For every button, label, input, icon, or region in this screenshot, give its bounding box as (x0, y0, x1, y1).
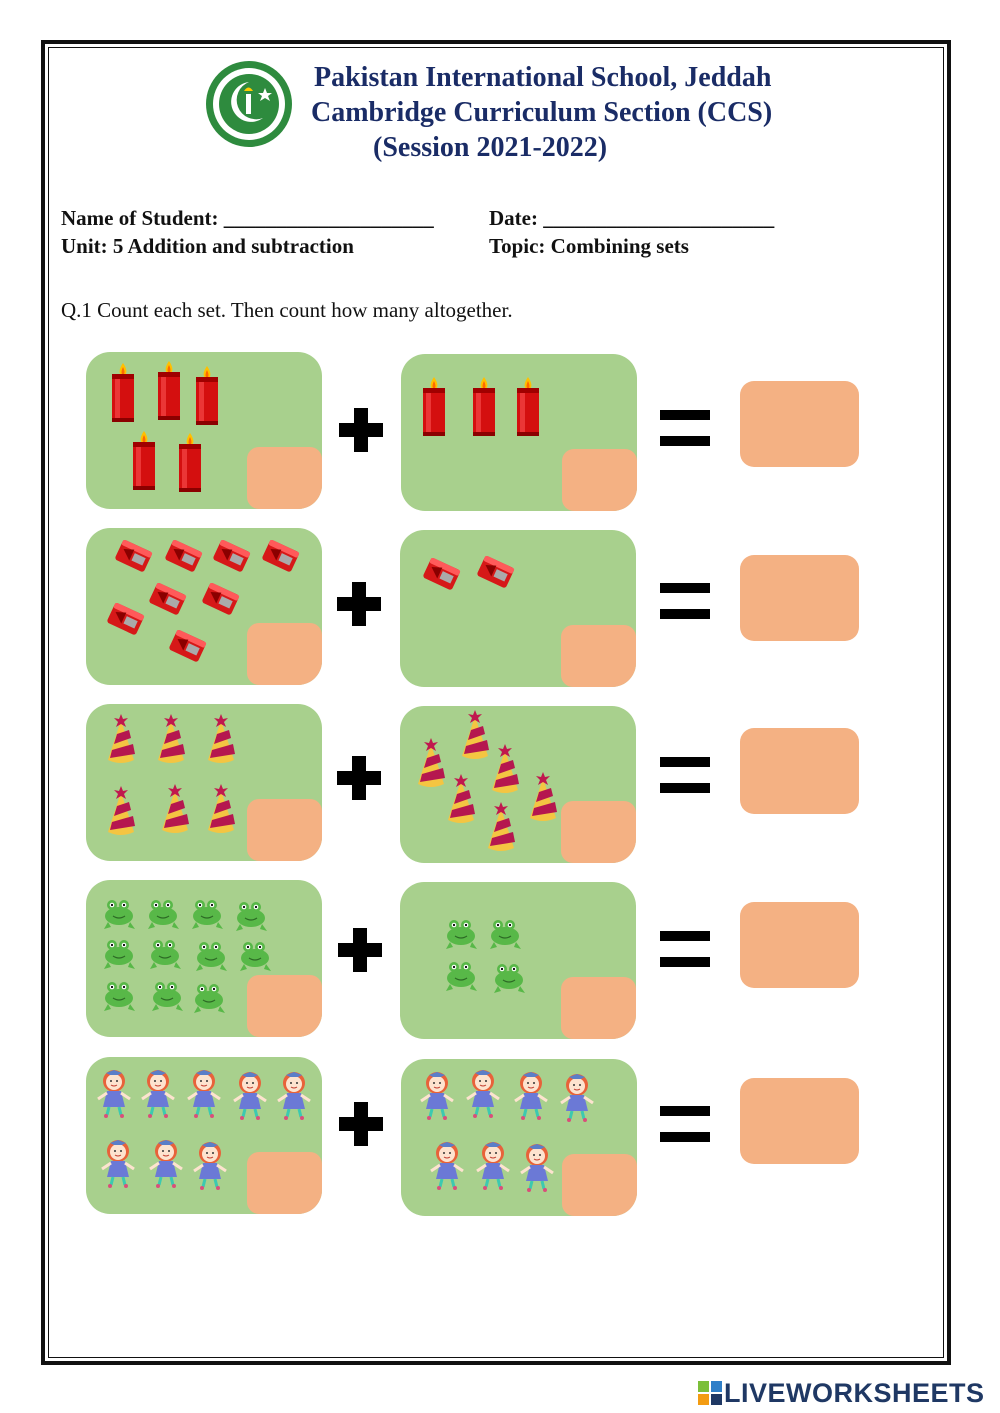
frog-icon (102, 936, 138, 972)
total-box-3[interactable] (740, 728, 859, 814)
date-field[interactable]: Date: ______________________ (489, 206, 775, 230)
set-panel-left-5 (86, 1057, 322, 1214)
candle-icon (192, 365, 222, 425)
count-box-left-1[interactable] (247, 447, 322, 509)
sharpener-icon (261, 540, 301, 574)
candle-icon (154, 360, 184, 420)
sharpener-icon (201, 583, 241, 617)
total-box-5[interactable] (740, 1078, 859, 1164)
set-panel-right-4 (400, 882, 636, 1039)
plus-sign (337, 756, 381, 800)
sharpener-icon (168, 630, 208, 664)
session-label: (Session 2021-2022) (373, 132, 608, 163)
party-hat-icon (484, 802, 518, 854)
topic-label: Topic: Combining sets (489, 234, 689, 258)
doll-icon (511, 1069, 551, 1123)
frog-icon (492, 960, 528, 996)
sharpener-icon (212, 540, 252, 574)
frog-icon (150, 978, 186, 1014)
total-box-4[interactable] (740, 902, 859, 988)
set-panel-left-2 (86, 528, 322, 685)
set-panel-left-4 (86, 880, 322, 1037)
set-panel-right-3 (400, 706, 636, 863)
party-hat-icon (154, 714, 188, 766)
sharpener-icon (422, 558, 462, 592)
equals-sign (660, 410, 710, 446)
frog-icon (444, 958, 480, 994)
party-hat-icon (444, 774, 478, 826)
count-box-right-1[interactable] (562, 449, 637, 511)
equals-sign (660, 757, 710, 793)
count-box-right-4[interactable] (561, 977, 636, 1039)
candle-icon (175, 432, 205, 492)
sharpener-icon (476, 556, 516, 590)
unit-label: Unit: 5 Addition and subtraction (61, 234, 354, 258)
plus-sign (338, 928, 382, 972)
party-hat-icon (158, 784, 192, 836)
frog-icon (190, 896, 226, 932)
count-box-right-3[interactable] (561, 801, 636, 863)
doll-icon (138, 1067, 178, 1121)
count-box-right-2[interactable] (561, 625, 636, 687)
sharpener-icon (148, 583, 188, 617)
section-name: Cambridge Curriculum Section (CCS) (311, 97, 773, 128)
sharpener-icon (164, 540, 204, 574)
set-panel-right-2 (400, 530, 636, 687)
count-box-left-4[interactable] (247, 975, 322, 1037)
candle-icon (513, 376, 543, 436)
candle-icon (469, 376, 499, 436)
total-box-1[interactable] (740, 381, 859, 467)
frog-icon (146, 896, 182, 932)
doll-icon (98, 1137, 138, 1191)
equals-sign (660, 931, 710, 967)
plus-sign (339, 1102, 383, 1146)
party-hat-icon (104, 786, 138, 838)
doll-icon (184, 1067, 224, 1121)
doll-icon (557, 1071, 597, 1125)
plus-sign (337, 582, 381, 626)
doll-icon (473, 1139, 513, 1193)
equals-sign (660, 1106, 710, 1142)
doll-icon (190, 1139, 230, 1193)
frog-icon (148, 936, 184, 972)
doll-icon (427, 1139, 467, 1193)
party-hat-icon (104, 714, 138, 766)
school-name: Pakistan International School, Jeddah (314, 62, 772, 93)
school-logo (203, 60, 295, 148)
doll-icon (230, 1069, 270, 1123)
party-hat-icon (204, 784, 238, 836)
liveworksheets-text: LIVEWORKSHEETS (724, 1377, 985, 1408)
candle-icon (129, 430, 159, 490)
student-name-field[interactable]: Name of Student: ____________________ (61, 206, 434, 230)
liveworksheets-logo-icon (698, 1381, 722, 1405)
party-hat-icon (488, 744, 522, 796)
frog-icon (488, 916, 524, 952)
party-hat-icon (458, 710, 492, 762)
frog-icon (234, 898, 270, 934)
set-panel-left-3 (86, 704, 322, 861)
set-panel-right-5 (401, 1059, 637, 1216)
count-box-left-5[interactable] (247, 1152, 322, 1214)
set-panel-right-1 (401, 354, 637, 511)
candle-icon (108, 362, 138, 422)
plus-sign (339, 408, 383, 452)
doll-icon (463, 1067, 503, 1121)
party-hat-icon (526, 772, 560, 824)
total-box-2[interactable] (740, 555, 859, 641)
party-hat-icon (204, 714, 238, 766)
sharpener-icon (114, 540, 154, 574)
set-panel-left-1 (86, 352, 322, 509)
frog-icon (102, 896, 138, 932)
doll-icon (94, 1067, 134, 1121)
candle-icon (419, 376, 449, 436)
sharpener-icon (106, 603, 146, 637)
count-box-left-2[interactable] (247, 623, 322, 685)
frog-icon (192, 980, 228, 1016)
doll-icon (274, 1069, 314, 1123)
doll-icon (417, 1069, 457, 1123)
frog-icon (238, 938, 274, 974)
liveworksheets-brand (698, 1378, 985, 1408)
frog-icon (102, 978, 138, 1014)
frog-icon (444, 916, 480, 952)
frog-icon (194, 938, 230, 974)
count-box-right-5[interactable] (562, 1154, 637, 1216)
equals-sign (660, 583, 710, 619)
question-text: Q.1 Count each set. Then count how many altogether. (61, 298, 513, 322)
count-box-left-3[interactable] (247, 799, 322, 861)
party-hat-icon (414, 738, 448, 790)
doll-icon (517, 1141, 557, 1195)
doll-icon (146, 1137, 186, 1191)
